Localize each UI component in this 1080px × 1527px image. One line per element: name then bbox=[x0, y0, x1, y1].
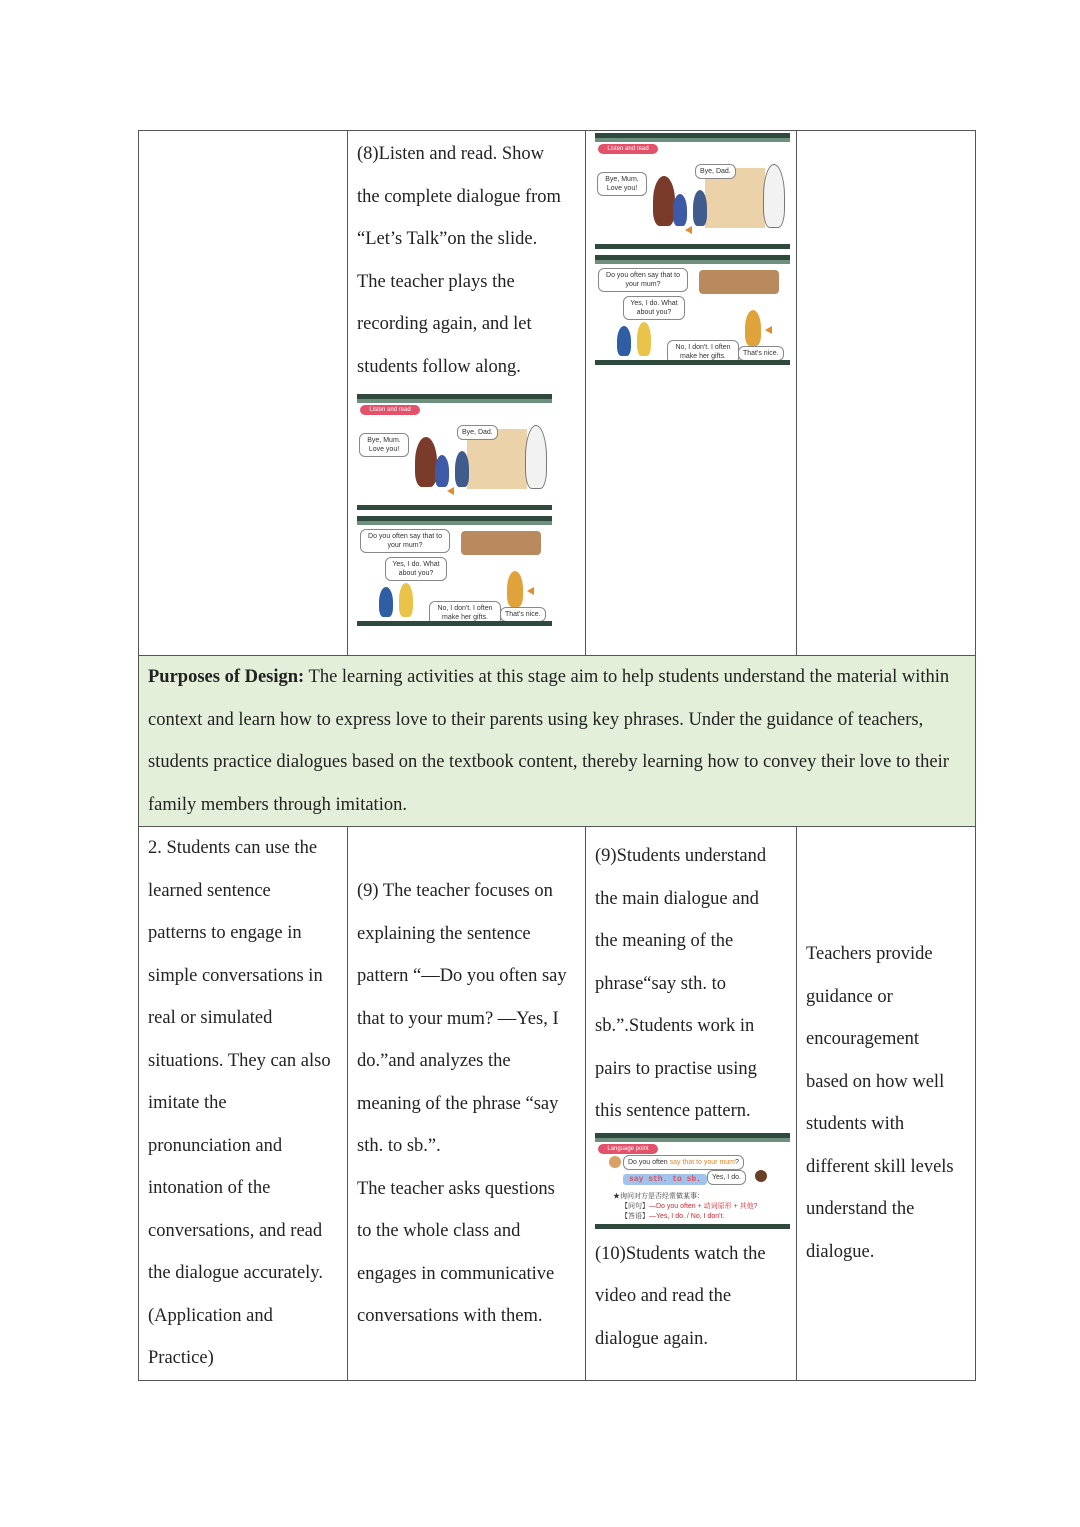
speech-bubble-answer-2: No, I don't. I often make her gifts. bbox=[429, 601, 501, 625]
speech-bubble-mum: Bye, Mum. Love you! bbox=[359, 433, 409, 457]
speech-bubble-answer-1: Yes, I do. What about you? bbox=[623, 296, 685, 320]
text-line: 2. Students can use the bbox=[148, 838, 318, 858]
text-line: different skill levels bbox=[806, 1156, 954, 1177]
text-line: conversations with them. bbox=[357, 1306, 543, 1326]
note-line-3 bbox=[621, 1212, 724, 1221]
boy-figure-3 bbox=[507, 571, 523, 607]
mother-figure bbox=[415, 437, 437, 487]
text-line: pairs to practise using bbox=[595, 1058, 757, 1079]
text-line: this sentence pattern. bbox=[595, 1101, 751, 1121]
boy-avatar bbox=[755, 1170, 767, 1182]
father-figure bbox=[763, 164, 785, 228]
text-line: learned sentence bbox=[148, 880, 271, 901]
text-line: sb.”.Students work in bbox=[595, 1016, 755, 1036]
objective-cell bbox=[139, 827, 348, 1381]
speech-bubble-mum: Bye, Mum. Love you! bbox=[597, 172, 647, 196]
answer-bubble: Yes, I do. bbox=[707, 1170, 746, 1185]
text-line: based on how well bbox=[806, 1071, 945, 1092]
slide-dialogue bbox=[357, 516, 552, 626]
text-line: the main dialogue and bbox=[595, 888, 759, 909]
child-figure bbox=[673, 194, 687, 226]
text-line: pattern “—Do you often say bbox=[357, 966, 567, 986]
text-line: phrase“say sth. to bbox=[595, 973, 727, 994]
audio-icon bbox=[447, 487, 454, 495]
boy-figure-3 bbox=[745, 310, 761, 346]
note-line-1: ★询问对方是否经常做某事： bbox=[613, 1192, 704, 1200]
text-line: patterns to engage in bbox=[148, 923, 302, 943]
girl-avatar bbox=[609, 1156, 621, 1168]
slide-header-band bbox=[595, 138, 790, 142]
boy-figure-1 bbox=[379, 587, 393, 617]
note-text: —Do you often + 动词原形 + 其他? bbox=[649, 1202, 758, 1210]
purpose-text: The learning activities at this stage aim to help students understand the material within context and learn how to express love to their parents using key phrases. Under the guidance of teachers, students practice dialogues based on the textbook content, thereby learning how to convey their love to their family members through imitation. bbox=[148, 667, 950, 815]
boy-figure-1 bbox=[617, 326, 631, 356]
text-line: (10)Students watch the bbox=[595, 1243, 766, 1264]
purpose-paragraph bbox=[148, 656, 967, 826]
father-figure bbox=[525, 425, 547, 489]
slide-header-band bbox=[357, 399, 552, 403]
text-line: the dialogue accurately. bbox=[148, 1263, 323, 1283]
boy-figure-2 bbox=[399, 583, 413, 617]
note-label: 【问句】 bbox=[621, 1202, 649, 1210]
text-line: do.”and analyzes the bbox=[357, 1051, 511, 1071]
text-line: The teacher plays the bbox=[357, 271, 515, 292]
text-line: simple conversations in bbox=[148, 965, 323, 986]
text-line: real or simulated bbox=[148, 1008, 273, 1028]
text-line: pronunciation and bbox=[148, 1135, 283, 1156]
slide-tag: Language point bbox=[598, 1144, 658, 1154]
text-line: to the whole class and bbox=[357, 1221, 521, 1241]
mother-figure bbox=[653, 176, 675, 226]
slide-dialogue bbox=[595, 255, 790, 365]
boy-figure bbox=[455, 451, 469, 487]
text-line: video and read the bbox=[595, 1286, 732, 1306]
text-line: (Application and bbox=[148, 1305, 273, 1326]
boy-figure bbox=[693, 190, 707, 226]
text-line: guidance or bbox=[806, 986, 893, 1007]
text-line: (9) The teacher focuses on bbox=[357, 881, 553, 901]
audio-icon bbox=[527, 587, 534, 595]
slide-tag: Listen and read bbox=[598, 144, 658, 154]
note-label: 【答语】 bbox=[621, 1212, 649, 1220]
audio-icon bbox=[765, 326, 772, 334]
question-highlight: say that to your mum bbox=[669, 1158, 735, 1166]
text-line: (8)Listen and read. Show bbox=[357, 144, 545, 164]
text-line: The teacher asks questions bbox=[357, 1178, 555, 1199]
slide-listen-and-read bbox=[595, 133, 790, 249]
phrase-pill: say sth. to sb. bbox=[623, 1174, 707, 1185]
text-line: intonation of the bbox=[148, 1178, 271, 1198]
purpose-label: Purposes of Design: bbox=[148, 667, 305, 687]
slide-tag: Listen and read bbox=[360, 405, 420, 415]
teacher-activity-cell bbox=[348, 827, 586, 1381]
text-line: “Let’s Talk”on the slide. bbox=[357, 229, 538, 249]
text-line: that to your mum? —Yes, I bbox=[357, 1008, 559, 1029]
question-suffix: ? bbox=[735, 1158, 739, 1166]
activity-row-listen-read bbox=[139, 131, 976, 656]
bridge-illustration bbox=[699, 270, 779, 294]
text-line: dialogue. bbox=[806, 1241, 875, 1262]
text-line: dialogue again. bbox=[595, 1328, 709, 1349]
slide-language-point bbox=[595, 1133, 790, 1229]
question-prefix: Do you often bbox=[628, 1158, 670, 1166]
evaluation-cell bbox=[797, 827, 976, 1381]
teacher-activity-cell bbox=[348, 131, 586, 656]
slide-listen-and-read bbox=[357, 394, 552, 510]
text-line: students follow along. bbox=[357, 356, 521, 377]
speech-bubble-dad: Bye, Dad. bbox=[695, 164, 736, 179]
text-line: Practice) bbox=[148, 1348, 214, 1368]
question-bubble bbox=[623, 1155, 744, 1170]
objective-cell-empty bbox=[139, 131, 348, 656]
student-activity-cell bbox=[586, 131, 797, 656]
text-line: students with bbox=[806, 1114, 905, 1134]
text-line: explaining the sentence bbox=[357, 923, 531, 944]
speech-bubble-answer-3: That's nice. bbox=[500, 607, 546, 622]
text-line: encouragement bbox=[806, 1029, 919, 1049]
speech-bubble-question: Do you often say that to your mum? bbox=[598, 268, 688, 292]
text-line: meaning of the phrase “say bbox=[357, 1093, 559, 1114]
audio-icon bbox=[685, 226, 692, 234]
student-activity-cell bbox=[586, 827, 797, 1381]
text-line: the complete dialogue from bbox=[357, 186, 561, 207]
bridge-illustration bbox=[461, 531, 541, 555]
text-line: Teachers provide bbox=[806, 944, 933, 964]
slide-header-band bbox=[357, 521, 552, 525]
note-line-2 bbox=[621, 1202, 758, 1211]
note-text: —Yes, I do. / No, I don't. bbox=[649, 1212, 725, 1220]
lesson-plan-table bbox=[138, 130, 976, 1381]
text-line: the meaning of the bbox=[595, 931, 734, 951]
text-line: sth. to sb.”. bbox=[357, 1136, 441, 1156]
slide-header-band bbox=[595, 260, 790, 264]
speech-bubble-dad: Bye, Dad. bbox=[457, 425, 498, 440]
speech-bubble-answer-2: No, I don't. I often make her gifts. bbox=[667, 340, 739, 364]
speech-bubble-answer-1: Yes, I do. What about you? bbox=[385, 557, 447, 581]
text-line: understand the bbox=[806, 1199, 915, 1219]
purpose-cell bbox=[139, 656, 976, 827]
text-line: imitate the bbox=[148, 1093, 227, 1113]
slide-header-band bbox=[595, 1138, 790, 1142]
text-line: recording again, and let bbox=[357, 314, 532, 334]
text-line: conversations, and read bbox=[148, 1220, 323, 1241]
activity-row-sentence-pattern bbox=[139, 827, 976, 1381]
speech-bubble-question: Do you often say that to your mum? bbox=[360, 529, 450, 553]
speech-bubble-answer-3: That's nice. bbox=[738, 346, 784, 361]
text-line: situations. They can also bbox=[148, 1050, 331, 1071]
text-line: engages in communicative bbox=[357, 1263, 555, 1284]
purpose-row bbox=[139, 656, 976, 827]
evaluation-cell-empty bbox=[797, 131, 976, 656]
child-figure bbox=[435, 455, 449, 487]
text-line: (9)Students understand bbox=[595, 846, 767, 866]
boy-figure-2 bbox=[637, 322, 651, 356]
